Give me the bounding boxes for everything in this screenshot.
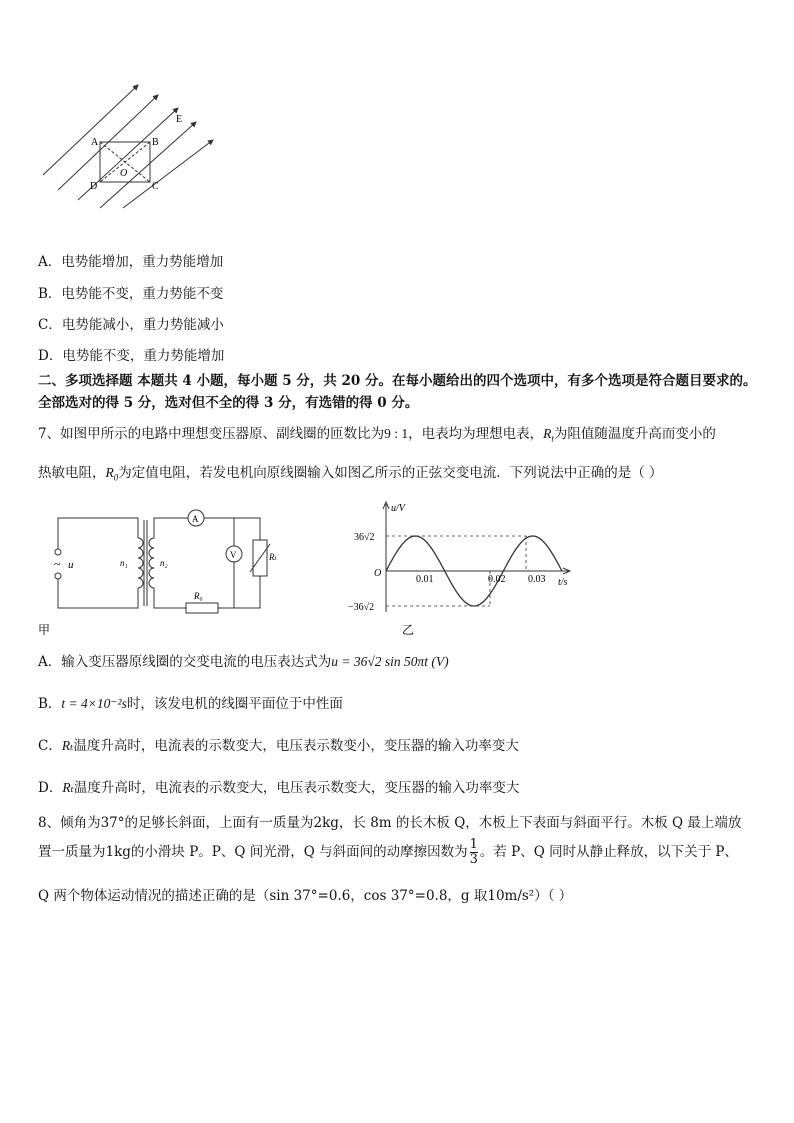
ymax-label: 36√2 bbox=[354, 532, 375, 543]
r0-label: R₀ bbox=[194, 591, 203, 601]
caption-jia: 甲 bbox=[38, 623, 51, 637]
xtick-002: 0.02 bbox=[488, 574, 506, 585]
q7-option-c: C．Rₜ温度升高时，电流表的示数变大，电压表示数变小，变压器的输入功率变大 bbox=[38, 738, 519, 754]
label-n1: n₁ bbox=[120, 558, 128, 568]
q6-option-a: A．电势能增加，重力势能增加 bbox=[38, 254, 224, 270]
electric-field-figure bbox=[38, 80, 228, 210]
friction-fraction: $\frac{1}{3}$ bbox=[469, 837, 478, 867]
xtick-001: 0.01 bbox=[416, 574, 434, 585]
label-c: C bbox=[152, 181, 159, 192]
label-a: A bbox=[91, 137, 99, 148]
label-u: u bbox=[68, 559, 74, 571]
voltmeter-label: V bbox=[230, 550, 237, 560]
label-b: B bbox=[152, 137, 159, 148]
origin-label: O bbox=[374, 568, 382, 579]
r0-symbol: $R_0$ bbox=[105, 465, 119, 483]
caption-yi: 乙 bbox=[402, 623, 415, 637]
x-axis-label: t/s bbox=[558, 577, 568, 588]
source-symbol: ~ bbox=[54, 557, 61, 571]
rt-label: Rₜ bbox=[269, 552, 277, 562]
time-value: t = 4×10⁻²s bbox=[61, 696, 127, 711]
section2-line2: 全部选对的得 5 分，选对但不全的得 3 分，有选错的得 0 分。 bbox=[38, 395, 419, 411]
label-n2: n₂ bbox=[160, 558, 168, 568]
rt-symbol: $R_t$ bbox=[543, 426, 554, 444]
q7-option-d: D．Rₜ温度升高时，电流表的示数变大，电压表示数变大，变压器的输入功率变大 bbox=[38, 780, 520, 796]
voltage-expression: u = 36√2 sin 50πt (V) bbox=[331, 654, 449, 669]
q7-option-a: A．输入变压器原线圈的交变电流的电压表达式为u = 36√2 sin 50πt (V) bbox=[38, 654, 449, 670]
xtick-003: 0.03 bbox=[528, 574, 546, 585]
q8-line1: 8、倾角为37°的足够长斜面，上面有一质量为2kg，长 8m 的长木板 Q，木板上下表面与斜面平行。木板 Q 最上端放 bbox=[38, 815, 742, 831]
q7-line2: 热敏电阻，$R_0$为定值电阻，若发电机向原线圈输入如图乙所示的正弦交变电流．下列说法中正确的是（ ） bbox=[38, 465, 663, 483]
turns-ratio: 9 : 1 bbox=[384, 426, 409, 441]
section2-line1: 二、多项选择题 本题共 4 小题，每小题 5 分，共 20 分。在每小题给出的四个选项中，有多个选项是符合题目要求的。 bbox=[38, 373, 757, 389]
q8-line3: Q 两个物体运动情况的描述正确的是（sin 37°=0.6，cos 37°=0.8，g 取10m/s²）（ ） bbox=[38, 888, 573, 904]
ammeter-label: A bbox=[192, 514, 199, 524]
label-o: O bbox=[120, 168, 128, 179]
q8-line2: 置一质量为1kg的小滑块 P。P、Q 间光滑，Q 与斜面间的动摩擦因数为 $\frac{1}{3}$ 。若 P、Q 同时从静止释放，以下关于 P、 bbox=[38, 837, 738, 867]
label-d: D bbox=[90, 181, 98, 192]
q6-option-d: D．电势能不变，重力势能增加 bbox=[38, 348, 225, 364]
q7-line1: 7、如图甲所示的电路中理想变压器原、副线圈的匝数比为9 : 1，电表均为理想电表，$R_t$为阻值随温度升高而变小的 bbox=[38, 426, 716, 444]
circuit-diagram bbox=[38, 500, 278, 640]
q7-option-b: B．t = 4×10⁻²s时，该发电机的线圈平面位于中性面 bbox=[38, 696, 343, 712]
q6-option-b: B．电势能不变，重力势能不变 bbox=[38, 286, 224, 302]
label-e: E bbox=[176, 114, 183, 125]
ymin-label: −36√2 bbox=[348, 602, 375, 613]
q6-option-c: C．电势能减小，重力势能减小 bbox=[38, 317, 224, 333]
y-axis-label: u/V bbox=[391, 503, 405, 514]
voltage-graph bbox=[340, 500, 590, 640]
